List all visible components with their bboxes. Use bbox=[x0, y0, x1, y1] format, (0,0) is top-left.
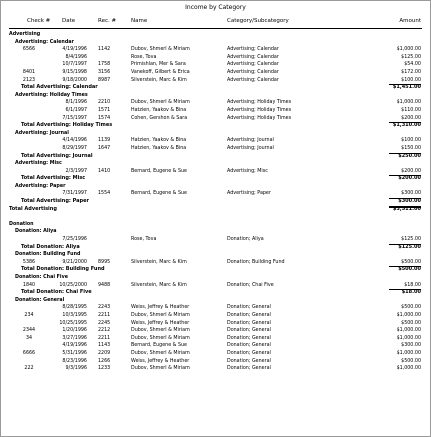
category-path: Donation; General bbox=[227, 305, 271, 311]
header-check: Check # bbox=[27, 18, 51, 24]
donor-name: Hatzien, Yaakov & Bina bbox=[131, 145, 187, 151]
receipt-number: 1647 bbox=[98, 145, 111, 151]
category-path: Donation; General bbox=[227, 328, 271, 334]
amount: $110.00 bbox=[401, 107, 421, 113]
subtotal-row bbox=[1, 266, 430, 274]
transaction-date: 7/25/1996 bbox=[62, 237, 87, 243]
transaction-date: 1/20/1996 bbox=[62, 328, 87, 334]
category-path: Advertising; Calendar bbox=[227, 47, 279, 53]
subcategory-heading bbox=[1, 92, 430, 100]
transaction-date: 8/23/1996 bbox=[62, 358, 87, 364]
transaction-row bbox=[1, 190, 430, 198]
transaction-row bbox=[1, 137, 430, 145]
donor-name: Primishlan, Mer & Sara bbox=[131, 62, 186, 68]
category-path: Advertising; Calendar bbox=[227, 69, 279, 75]
transaction-row bbox=[1, 259, 430, 267]
subtotal-amount: $500.00 bbox=[398, 266, 421, 273]
category-path: Advertising; Holiday Times bbox=[227, 115, 292, 121]
donor-name: Dubov, Shmerl & Miriam bbox=[131, 328, 190, 334]
transaction-date: 9/15/1998 bbox=[62, 69, 87, 75]
subtotal-row bbox=[1, 198, 430, 206]
transaction-date: 2/3/1997 bbox=[65, 168, 87, 174]
transaction-row bbox=[1, 327, 430, 335]
subtotal-row bbox=[1, 84, 430, 92]
transaction-row bbox=[1, 342, 430, 350]
donor-name: Vanekoff, Gilbert & Erica bbox=[131, 69, 190, 75]
donor-name: Dubov, Shmerl & Miriam bbox=[131, 350, 190, 356]
subtotal-amount: $1,310.00 bbox=[392, 122, 421, 129]
category-path: Advertising; Holiday Times bbox=[227, 100, 292, 106]
receipt-number: 2210 bbox=[98, 100, 111, 106]
amount: $1,000.00 bbox=[396, 100, 421, 106]
transaction-date: 7/15/1997 bbox=[62, 115, 87, 121]
category-total-amount: $3,511.00 bbox=[392, 205, 421, 212]
subcategory-label: Advertising: Misc bbox=[15, 161, 62, 167]
transaction-date: 4/19/1996 bbox=[62, 47, 87, 53]
receipt-number: 1143 bbox=[98, 343, 111, 349]
subcategory-heading bbox=[1, 228, 430, 236]
subcategory-heading bbox=[1, 251, 430, 259]
category-path: Advertising; Journal bbox=[227, 138, 274, 144]
transaction-row bbox=[1, 77, 430, 85]
transaction-row bbox=[1, 320, 430, 328]
subtotal-label: Total Donation: Chai Five bbox=[21, 289, 92, 296]
transaction-date: 6/1/1997 bbox=[65, 107, 87, 113]
donor-name: Dubov, Shmerl & Miriam bbox=[131, 335, 190, 341]
transaction-date: 4/19/1996 bbox=[62, 343, 87, 349]
subtotal-row bbox=[1, 244, 430, 252]
amount: $150.00 bbox=[401, 145, 421, 151]
amount: $125.00 bbox=[401, 237, 421, 243]
subcategory-heading bbox=[1, 183, 430, 191]
category-path: Advertising; Calendar bbox=[227, 62, 279, 68]
transaction-date: 10/25/1995 bbox=[59, 320, 87, 326]
category-path: Advertising; Misc bbox=[227, 168, 268, 174]
check-number: 2344 bbox=[22, 328, 36, 334]
subtotal-amount: $1,451.00 bbox=[392, 84, 421, 91]
subcategory-label: Donation: Building Fund bbox=[15, 252, 81, 258]
check-number: 5386 bbox=[22, 259, 36, 265]
transaction-row bbox=[1, 350, 430, 358]
amount: $100.00 bbox=[401, 138, 421, 144]
subtotal-amount: $250.00 bbox=[398, 152, 421, 159]
transaction-date: 8/1/1996 bbox=[65, 100, 87, 106]
category-path: Donation; General bbox=[227, 350, 271, 356]
check-number: 222 bbox=[24, 366, 34, 372]
check-number: 2123 bbox=[22, 77, 36, 83]
subtotal-amount: $200.00 bbox=[398, 175, 421, 182]
amount: $500.00 bbox=[401, 305, 421, 311]
check-number: 1840 bbox=[22, 282, 36, 288]
amount: $1,000.00 bbox=[396, 328, 421, 334]
subtotal-row bbox=[1, 175, 430, 183]
category-path: Advertising; Calendar bbox=[227, 54, 279, 60]
donor-name: Weiss, Jeffrey & Heather bbox=[131, 320, 190, 326]
receipt-number: 1410 bbox=[98, 168, 111, 174]
category-heading bbox=[1, 31, 430, 39]
check-number: 6666 bbox=[22, 350, 36, 356]
donor-name: Rose, Tova bbox=[131, 237, 157, 243]
category-path: Donation; General bbox=[227, 358, 271, 364]
receipt-number: 1266 bbox=[98, 358, 111, 364]
amount: $54.00 bbox=[404, 62, 421, 68]
subcategory-heading bbox=[1, 130, 430, 138]
receipt-number: 2212 bbox=[98, 328, 111, 334]
header-date: Date bbox=[62, 18, 76, 24]
amount: $172.00 bbox=[401, 69, 421, 75]
check-number: 234 bbox=[24, 312, 34, 318]
transaction-date: 9/3/1996 bbox=[65, 366, 87, 372]
subcategory-label: Advertising: Journal bbox=[15, 130, 69, 136]
transaction-date: 10/3/1995 bbox=[62, 312, 87, 318]
transaction-date: 8/29/1997 bbox=[62, 145, 87, 151]
amount: $500.00 bbox=[401, 320, 421, 326]
category-heading bbox=[1, 221, 430, 229]
category-total-row bbox=[1, 206, 430, 214]
amount: $18.00 bbox=[404, 282, 421, 288]
transaction-row bbox=[1, 46, 430, 54]
donor-name: Cohen, Gershon & Sara bbox=[131, 115, 188, 121]
subcategory-label: Donation: Aliya bbox=[15, 229, 57, 235]
header-amount: Amount bbox=[399, 18, 421, 24]
transaction-row bbox=[1, 312, 430, 320]
receipt-number: 2209 bbox=[98, 350, 111, 356]
spacer-row bbox=[1, 213, 430, 221]
subcategory-label: Advertising: Paper bbox=[15, 183, 66, 189]
subcategory-heading bbox=[1, 160, 430, 168]
amount: $500.00 bbox=[401, 259, 421, 265]
subcategory-label: Donation: Chai Five bbox=[15, 275, 68, 280]
column-headers bbox=[1, 18, 430, 27]
header-rule bbox=[9, 28, 422, 29]
receipt-number: 2211 bbox=[98, 335, 111, 341]
amount: $300.00 bbox=[401, 191, 421, 197]
donor-name: Dubov, Shmerl & Miriam bbox=[131, 100, 190, 106]
category-path: Donation; Building Fund bbox=[227, 259, 285, 265]
category-path: Donation; General bbox=[227, 366, 271, 372]
category-label: Donation bbox=[9, 221, 34, 227]
transaction-row bbox=[1, 168, 430, 176]
transaction-date: 8/28/1995 bbox=[62, 305, 87, 311]
donor-name: Silverstein, Marc & Kim bbox=[131, 259, 187, 265]
receipt-number: 2243 bbox=[98, 305, 111, 311]
subcategory-heading bbox=[1, 297, 430, 305]
amount: $500.00 bbox=[401, 358, 421, 364]
donor-name: Hatzien, Yaakov & Bina bbox=[131, 138, 187, 144]
header-name: Name bbox=[131, 18, 148, 24]
report-title: Income by Category bbox=[185, 4, 246, 11]
donor-name: Silverstein, Marc & Kim bbox=[131, 282, 187, 288]
subtotal-label: Total Advertising: Journal bbox=[21, 152, 93, 159]
receipt-number: 8995 bbox=[98, 259, 111, 265]
subtotal-amount: $125.00 bbox=[398, 243, 421, 250]
transaction-row bbox=[1, 99, 430, 107]
category-path: Donation; Chai Five bbox=[227, 282, 274, 288]
subcategory-label: Advertising: Calendar bbox=[15, 39, 74, 45]
donor-name: Bernard, Eugene & Sue bbox=[131, 168, 187, 174]
receipt-number: 1233 bbox=[98, 366, 111, 372]
transaction-date: 3/27/1996 bbox=[62, 335, 87, 341]
amount: $1,000.00 bbox=[396, 335, 421, 341]
category-path: Advertising; Holiday Times bbox=[227, 107, 292, 113]
amount: $1,000.00 bbox=[396, 366, 421, 372]
transaction-date: 10/25/2000 bbox=[59, 282, 87, 288]
amount: $125.00 bbox=[401, 54, 421, 60]
transaction-row bbox=[1, 335, 430, 343]
subtotal-label: Total Advertising: Misc bbox=[21, 175, 86, 182]
transaction-row bbox=[1, 304, 430, 312]
subcategory-heading bbox=[1, 39, 430, 47]
subcategory-label: Donation: General bbox=[15, 297, 65, 303]
transaction-row bbox=[1, 236, 430, 244]
amount: $1,000.00 bbox=[396, 47, 421, 53]
transaction-row bbox=[1, 54, 430, 62]
receipt-number: 8987 bbox=[98, 77, 111, 83]
donor-name: Weiss, Jeffrey & Heather bbox=[131, 358, 190, 364]
transaction-date: 7/31/1997 bbox=[62, 191, 87, 197]
transaction-date: 10/7/1997 bbox=[62, 62, 87, 68]
transaction-date: 9/21/2000 bbox=[62, 259, 87, 265]
category-path: Advertising; Paper bbox=[227, 191, 271, 197]
transaction-row bbox=[1, 145, 430, 153]
transaction-row bbox=[1, 107, 430, 115]
subtotal-row bbox=[1, 289, 430, 297]
receipt-number: 3156 bbox=[98, 69, 111, 75]
transaction-row bbox=[1, 358, 430, 366]
amount: $300.00 bbox=[401, 343, 421, 349]
donor-name: Dubov, Shmerl & Miriam bbox=[131, 47, 190, 53]
donor-name: Silverstein, Marc & Kim bbox=[131, 77, 187, 83]
category-path: Donation; General bbox=[227, 335, 271, 341]
category-path: Donation; General bbox=[227, 320, 271, 326]
donor-name: Weiss, Jeffrey & Heather bbox=[131, 305, 190, 311]
donor-name: Hatzien, Yaakov & Bina bbox=[131, 107, 187, 113]
amount: $1,000.00 bbox=[396, 350, 421, 356]
receipt-number: 1139 bbox=[98, 138, 111, 144]
receipt-number: 2211 bbox=[98, 312, 111, 318]
amount: $200.00 bbox=[401, 115, 421, 121]
receipt-number: 1142 bbox=[98, 47, 111, 53]
donor-name: Rose, Tova bbox=[131, 54, 157, 60]
subtotal-amount: $300.00 bbox=[398, 198, 421, 205]
subtotal-row bbox=[1, 122, 430, 130]
subtotal-amount: $18.00 bbox=[401, 289, 421, 296]
subtotal-label: Total Advertising: Calendar bbox=[21, 84, 98, 91]
check-number: 34 bbox=[25, 335, 33, 341]
header-category: Category/Subcategory bbox=[227, 18, 289, 24]
transaction-row bbox=[1, 69, 430, 77]
subtotal-label: Total Donation: Aliya bbox=[21, 243, 80, 250]
amount: $100.00 bbox=[401, 77, 421, 83]
subtotal-row bbox=[1, 153, 430, 161]
transaction-date: 8/4/1996 bbox=[65, 54, 87, 60]
subcategory-label: Advertising: Holiday Times bbox=[15, 92, 88, 98]
transaction-row bbox=[1, 365, 430, 373]
receipt-number: 1571 bbox=[98, 107, 111, 113]
report-rows bbox=[1, 31, 430, 373]
category-label: Advertising bbox=[9, 32, 41, 37]
receipt-number: 2245 bbox=[98, 320, 111, 326]
category-path: Donation; General bbox=[227, 343, 271, 349]
transaction-date: 4/14/1996 bbox=[62, 138, 87, 144]
subtotal-label: Total Advertising: Paper bbox=[21, 198, 89, 205]
receipt-number: 9488 bbox=[98, 282, 111, 288]
donor-name: Dubov, Shmerl & Miriam bbox=[131, 312, 190, 318]
donor-name: Bernard, Eugene & Sue bbox=[131, 343, 187, 349]
subtotal-label: Total Advertising: Holiday Times bbox=[21, 122, 113, 129]
subcategory-heading bbox=[1, 274, 430, 282]
category-path: Donation; Aliya bbox=[227, 237, 264, 243]
transaction-date: 5/31/1996 bbox=[62, 350, 87, 356]
category-total-label: Total Advertising bbox=[9, 205, 57, 212]
transaction-row bbox=[1, 61, 430, 69]
receipt-number: 1554 bbox=[98, 191, 111, 197]
receipt-number: 1758 bbox=[98, 62, 111, 68]
category-path: Advertising; Calendar bbox=[227, 77, 279, 83]
category-path: Advertising; Journal bbox=[227, 145, 274, 151]
amount: $200.00 bbox=[401, 168, 421, 174]
check-number: 8401 bbox=[22, 69, 36, 75]
category-path: Donation; General bbox=[227, 312, 271, 318]
transaction-row bbox=[1, 282, 430, 290]
amount: $1,000.00 bbox=[396, 312, 421, 318]
donor-name: Bernard, Eugene & Sue bbox=[131, 191, 187, 197]
transaction-row bbox=[1, 115, 430, 123]
subtotal-label: Total Donation: Building Fund bbox=[21, 266, 105, 273]
transaction-date: 9/18/2000 bbox=[62, 77, 87, 83]
receipt-number: 1574 bbox=[98, 115, 111, 121]
check-number: 6566 bbox=[22, 47, 36, 53]
donor-name: Dubov, Shmerl & Miriam bbox=[131, 366, 190, 372]
header-ref: Rec. # bbox=[98, 18, 117, 24]
